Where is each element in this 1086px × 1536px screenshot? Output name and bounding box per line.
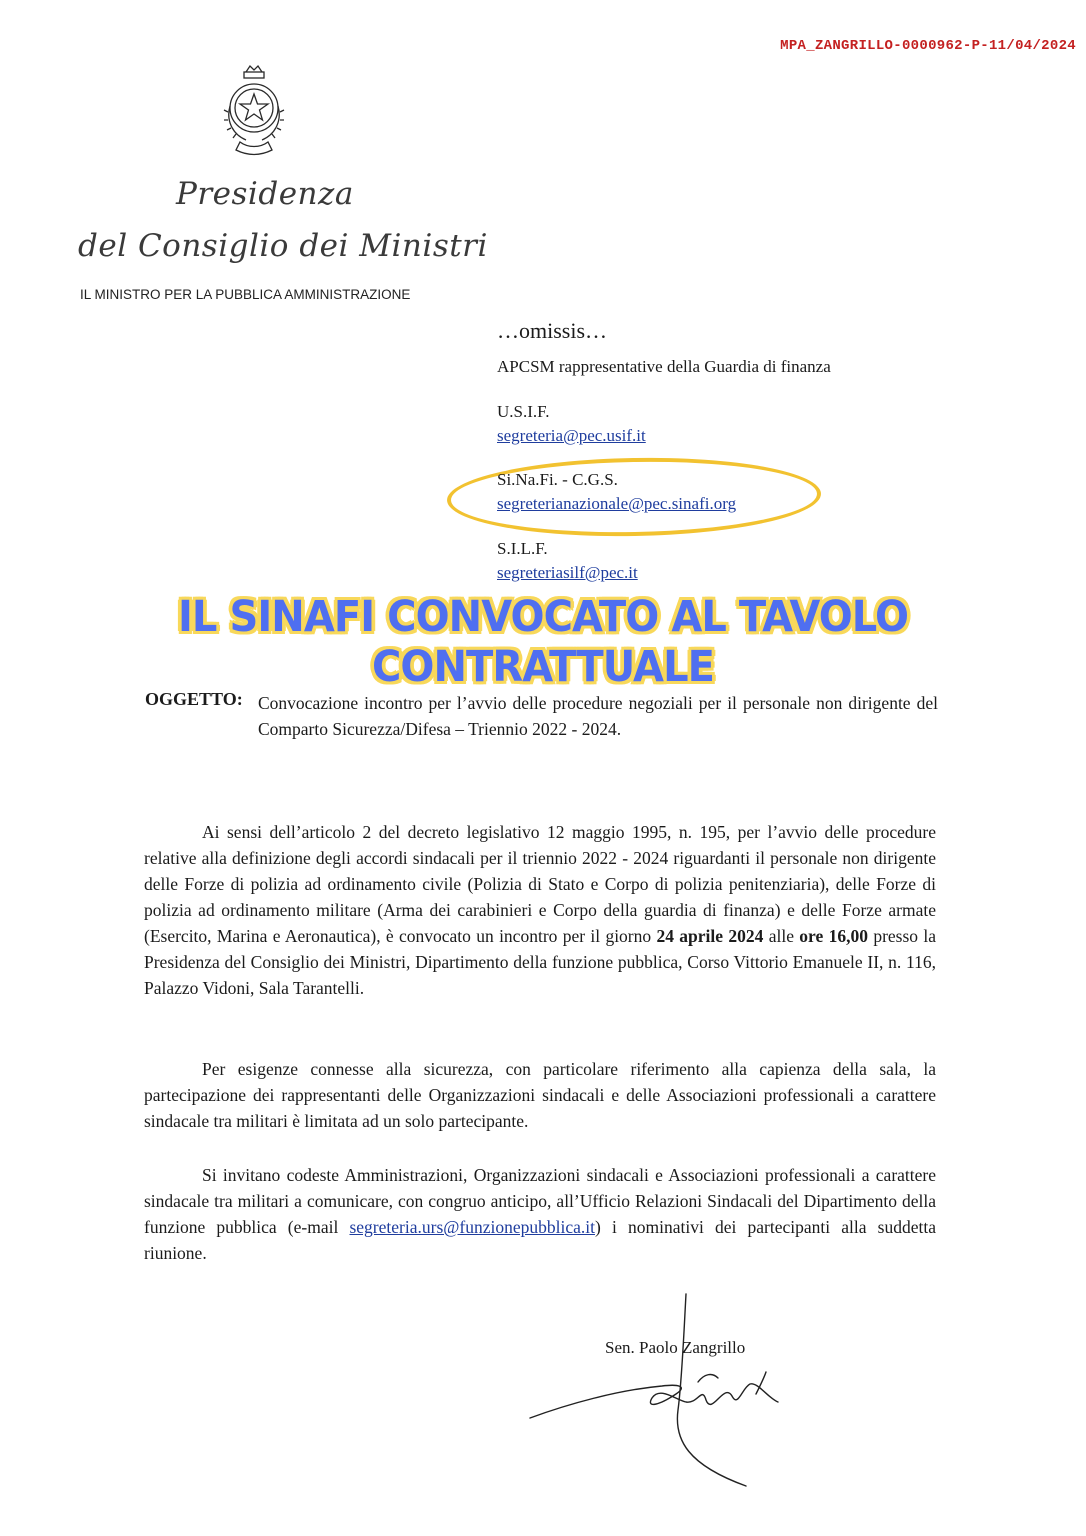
p3-text-b: ) i nominativi dei partecipanti alla suddetta riunione. — [144, 1217, 936, 1263]
recipient-name-silf: S.I.L.F. — [497, 539, 548, 558]
signer-name: Sen. Paolo Zangrillo — [605, 1338, 746, 1357]
body-paragraph-3 — [144, 1162, 936, 1266]
ministry-name: IL MINISTRO PER LA PUBBLICA AMMINISTRAZIONE — [80, 287, 411, 302]
institution-name-line1: Presidenza — [176, 176, 354, 212]
meeting-time: ore 16,00 — [799, 926, 868, 946]
recipient-email-sinafi[interactable]: segreterianazionale@pec.sinafi.org — [497, 494, 737, 513]
recipient-name-usif: U.S.I.F. — [497, 402, 550, 421]
contact-email-link[interactable]: segreteria.urs@funzionepubblica.it — [349, 1217, 595, 1237]
headline-banner: IL SINAFI CONVOCATO AL TAVOLO CONTRATTUALE — [177, 592, 909, 692]
subject-text: Convocazione incontro per l’avvio delle procedure negoziali per il personale non dirigente del Comparto Sicurezza/Difesa – Triennio 2022 - 2024. — [258, 693, 938, 739]
p1-text-c: presso la Presidenza del Consiglio dei Ministri, Dipartimento della funzione pubblica, Corso Vittorio Emanuele II, n. 116, Palazzo Vidoni, Sala Tarantelli. — [144, 926, 936, 998]
recipient-group-title: APCSM rappresentative della Guardia di finanza — [497, 357, 831, 376]
body-paragraph-1 — [144, 819, 936, 1001]
protocol-number: MPA_ZANGRILLO-0000962-P-11/04/2024 — [780, 38, 1076, 54]
emblem-icon — [216, 62, 292, 158]
recipient-email-usif[interactable]: segreteria@pec.usif.it — [497, 426, 646, 445]
recipient-name-sinafi: Si.Na.Fi. - C.G.S. — [497, 470, 618, 489]
body-paragraph-2 — [144, 1056, 936, 1134]
p1-text-a: Ai sensi dell’articolo 2 del decreto legislativo 12 maggio 1995, n. 195, per l’avvio delle procedure relative alla definizione degli accordi sindacali per il triennio 2022 - 2024 riguardanti il personale non dirigente delle Forze di polizia ad ordinamento civile (Polizia di Stato e Corpo di polizia penitenziaria), delle Forze di polizia ad ordinamento militare (Arma dei carabinieri e Corpo della guardia di finanza) e delle Forze armate (Esercito, Marina e Aeronautica), è convocato un incontro per il giorno — [144, 822, 936, 946]
institution-name-line2: del Consiglio dei Ministri — [78, 228, 488, 264]
p1-text-b: alle — [763, 926, 800, 946]
signature-icon — [528, 1290, 788, 1490]
recipient-email-silf[interactable]: segreteriasilf@pec.it — [497, 563, 638, 582]
meeting-date: 24 aprile 2024 — [656, 926, 764, 946]
omissis-text: …omissis… — [497, 318, 608, 343]
p3-text-a: Si invitano codeste Amministrazioni, Organizzazioni sindacali e Associazioni professionali a carattere sindacale tra militari a comunicare, con congruo anticipo, all’Ufficio Relazioni Sindacali del Dipartimento della funzione pubblica (e-mail — [144, 1165, 936, 1237]
p2-text: Per esigenze connesse alla sicurezza, con particolare riferimento alla capienza della sala, la partecipazione dei rappresentanti delle Organizzazioni sindacali e delle Associazioni professionali a carattere sindacale tra militari è limitata ad un solo partecipante. — [144, 1059, 936, 1131]
subject-label: OGGETTO: — [145, 689, 243, 709]
